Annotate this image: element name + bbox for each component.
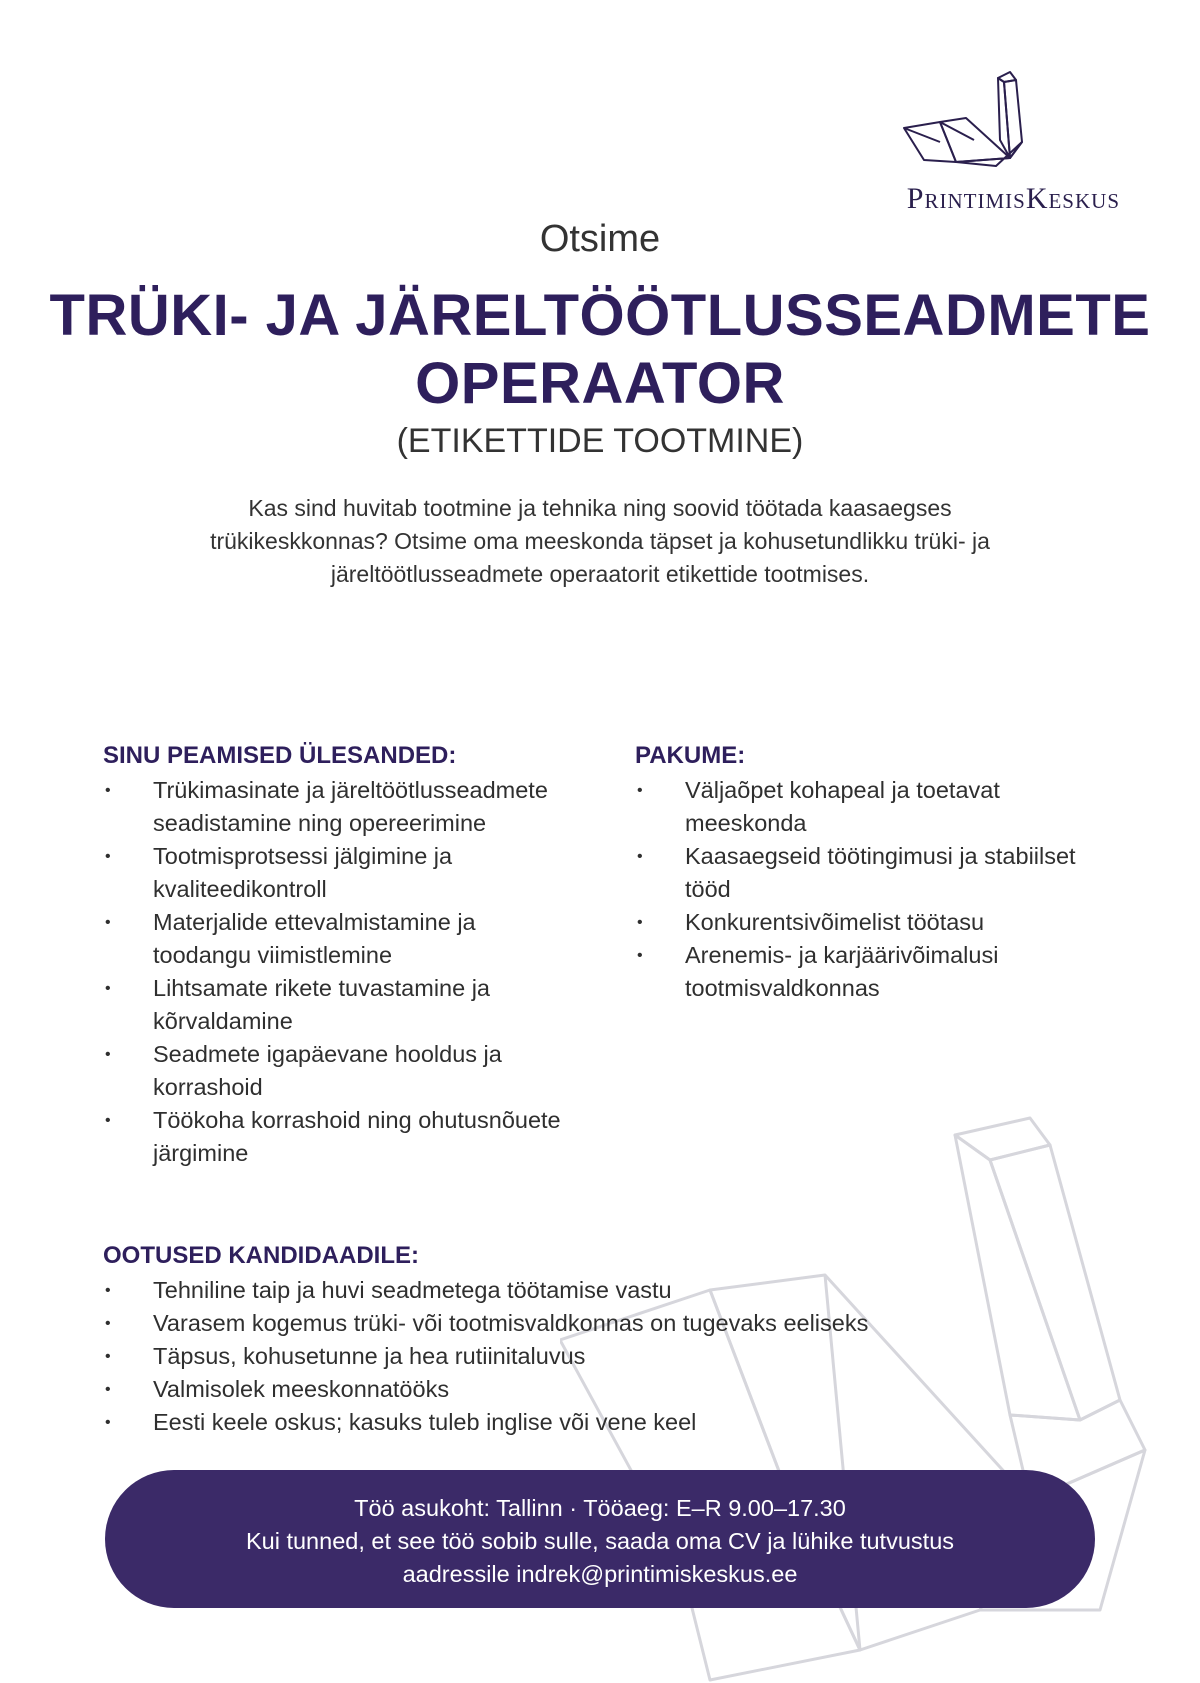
contact-instructions: Kui tunned, et see töö sobib sulle, saada oma CV ja lühike tutvustus <box>245 1528 955 1554</box>
list-item <box>635 906 1095 939</box>
origami-swan-icon <box>900 70 1050 170</box>
bullet-icon: • <box>105 782 111 799</box>
job-subtitle: (ETIKETTIDE TOOTMINE) <box>396 422 804 460</box>
bullet-icon: • <box>637 782 643 799</box>
list-item-text: Seadmete igapäevane hooldus ja korrashoid <box>153 1041 502 1100</box>
bullet-icon: • <box>637 947 643 964</box>
job-title-line-2: OPERAATOR <box>415 351 785 416</box>
list-item <box>103 774 573 840</box>
list-item <box>103 972 573 1038</box>
list-item <box>103 1038 573 1104</box>
list-item-text: Eesti keele oskus; kasuks tuleb inglise või vene keel <box>153 1409 697 1435</box>
job-title <box>0 282 1200 418</box>
kicker-text: Otsime <box>539 218 661 260</box>
bullet-icon: • <box>105 1414 111 1431</box>
expectations-heading: OOTUSED KANDIDAADILE: <box>103 1242 419 1269</box>
bullet-icon: • <box>637 848 643 865</box>
list-item <box>103 1104 573 1170</box>
list-item-text: Valmisolek meeskonnatööks <box>153 1376 450 1402</box>
list-item <box>635 840 1095 906</box>
intro-line: järeltöötlusseadmete operaatorit etikettide tootmises. <box>330 561 870 587</box>
bullet-icon: • <box>105 848 111 865</box>
list-item <box>103 906 573 972</box>
brand-name: PrintimisKeskus <box>906 182 1120 215</box>
bullet-icon: • <box>105 1381 111 1398</box>
expectations-list <box>103 1274 1003 1439</box>
offers-section <box>635 740 1095 1005</box>
bullet-icon: • <box>105 914 111 931</box>
list-item <box>103 840 573 906</box>
brand-logo <box>840 70 1120 220</box>
list-item-text: Varasem kogemus trüki- või tootmisvaldkonnas on tugevaks eeliseks <box>153 1310 869 1336</box>
contact-location-hours: Töö asukoht: Tallinn · Tööaeg: E–R 9.00–17.30 <box>354 1495 846 1521</box>
offers-heading: PAKUME: <box>635 742 746 769</box>
list-item <box>103 1373 1003 1406</box>
list-item <box>635 939 1095 1005</box>
bullet-icon: • <box>105 1315 111 1332</box>
list-item-text: Tehniline taip ja huvi seadmetega töötamise vastu <box>153 1277 672 1303</box>
list-item-text: Kaasaegseid töötingimusi ja stabiilset tööd <box>685 843 1076 902</box>
tasks-section <box>103 740 573 1170</box>
intro-paragraph <box>150 492 1050 591</box>
expectations-section <box>103 1240 1003 1439</box>
bullet-icon: • <box>105 1348 111 1365</box>
bullet-icon: • <box>105 1046 111 1063</box>
list-item-text: Väljaõpet kohapeal ja toetavat meeskonda <box>685 777 1000 836</box>
list-item <box>103 1307 1003 1340</box>
list-item <box>103 1406 1003 1439</box>
list-item <box>635 774 1095 840</box>
list-item <box>103 1274 1003 1307</box>
bullet-icon: • <box>105 1282 111 1299</box>
list-item-text: Tootmisprotsessi jälgimine ja kvaliteedikontroll <box>153 843 453 902</box>
list-item-text: Lihtsamate rikete tuvastamine ja kõrvaldamine <box>153 975 490 1034</box>
list-item-text: Arenemis- ja karjäärivõimalusi tootmisvaldkonnas <box>685 942 999 1001</box>
offers-list <box>635 774 1095 1005</box>
list-item-text: Töökoha korrashoid ning ohutusnõuete järgimine <box>153 1107 561 1166</box>
list-item-text: Trükimasinate ja järeltöötlusseadmete seadistamine ning opereerimine <box>153 777 548 836</box>
tasks-list <box>103 774 573 1170</box>
contact-bar <box>105 1470 1095 1608</box>
bullet-icon: • <box>637 914 643 931</box>
intro-line: trükikeskkonnas? Otsime oma meeskonda täpset ja kohusetundlikku trüki- ja <box>210 528 990 554</box>
list-item-text: Täpsus, kohusetunne ja hea rutiinitaluvus <box>153 1343 586 1369</box>
list-item-text: Materjalide ettevalmistamine ja toodangu viimistlemine <box>153 909 476 968</box>
contact-email: aadressile indrek@printimiskeskus.ee <box>402 1561 798 1587</box>
tasks-heading: SINU PEAMISED ÜLESANDED: <box>103 742 457 769</box>
list-item <box>103 1340 1003 1373</box>
intro-line: Kas sind huvitab tootmine ja tehnika ning soovid töötada kaasaegses <box>248 495 952 521</box>
bullet-icon: • <box>105 980 111 997</box>
job-title-line-1: TRÜKI- JA JÄRELTÖÖTLUSSEADMETE <box>49 283 1151 348</box>
bullet-icon: • <box>105 1112 111 1129</box>
list-item-text: Konkurentsivõimelist töötasu <box>685 909 985 935</box>
